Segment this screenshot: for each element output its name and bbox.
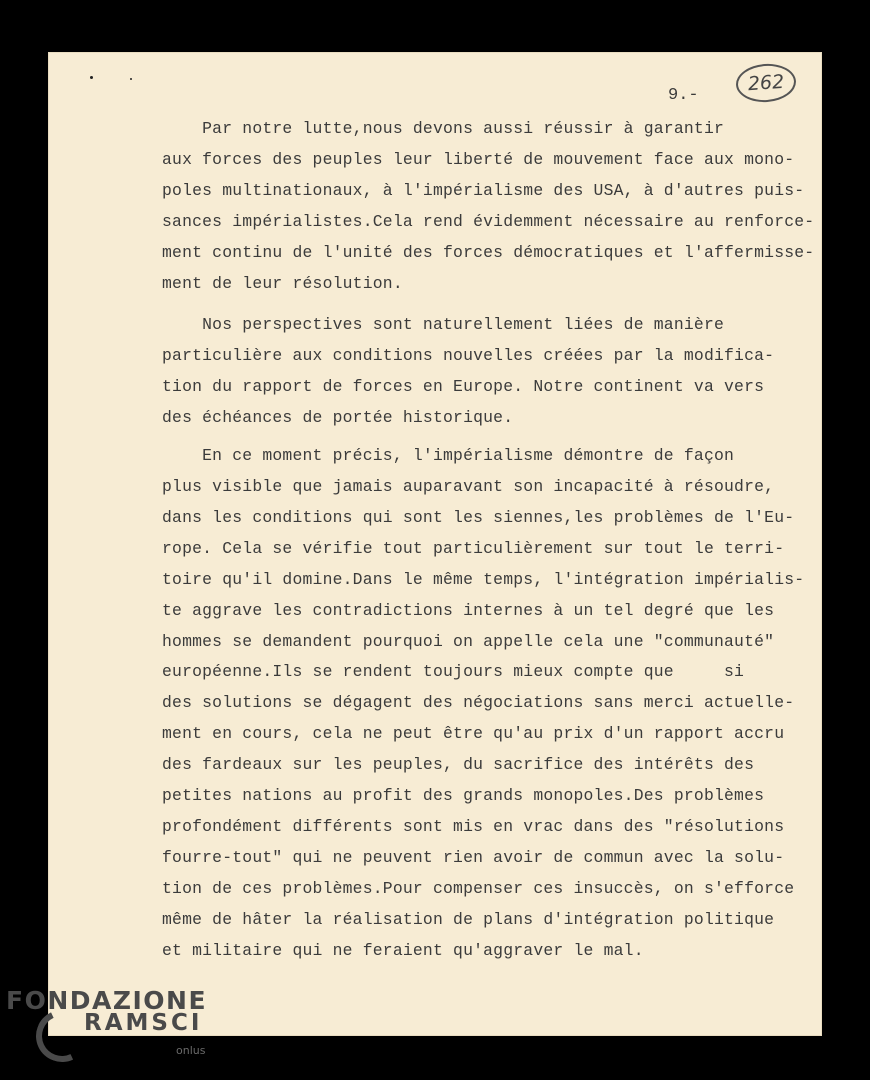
watermark-line2: RAMSCI — [84, 1010, 203, 1036]
text-line: petites nations au profit des grands monopoles.Des problèmes — [162, 786, 765, 806]
text-line: tion de ces problèmes.Pour compenser ces insuccès, on s'efforce — [162, 878, 795, 898]
text-line: rope. Cela se vérifie tout particulièrement sur tout le terri- — [162, 538, 785, 558]
paragraph-3 — [162, 441, 805, 966]
text-line: tion du rapport de forces en Europe. Notre continent va vers — [162, 377, 765, 397]
paper-speck — [90, 76, 93, 79]
text-line: ment de leur résolution. — [162, 273, 403, 293]
text-line: Par notre lutte,nous devons aussi réussir à garantir — [162, 119, 725, 138]
text-line: et militaire qui ne feraient qu'aggraver le mal. — [162, 940, 644, 960]
text-line: des fardeaux sur les peuples, du sacrifice des intérêts des — [162, 755, 755, 775]
text-line: aux forces des peuples leur liberté de mouvement face aux mono- — [162, 149, 795, 169]
text-line: sances impérialistes.Cela rend évidemment nécessaire au renforce- — [162, 211, 815, 231]
text-line: Nos perspectives sont naturellement liées de manière — [162, 315, 725, 335]
watermark-line1: FONDAZIONE — [6, 986, 208, 1015]
paragraph-1 — [162, 114, 815, 299]
text-line: des échéances de portée historique. — [162, 408, 514, 428]
text-line: fourre-tout" qui ne peuvent rien avoir de commun avec la solu- — [162, 847, 785, 867]
text-line: hommes se demandent pourquoi on appelle cela une "communauté" — [162, 631, 775, 651]
text-line: profondément différents sont mis en vrac dans des "résolutions — [162, 816, 785, 836]
text-line: même de hâter la réalisation de plans d'intégration politique — [162, 909, 775, 929]
document-page — [48, 52, 822, 1036]
text-line: toire qu'il domine.Dans le même temps, l'intégration impérialis- — [162, 569, 805, 589]
text-line: te aggrave les contradictions internes à un tel degré que les — [162, 600, 775, 620]
paper-speck — [130, 78, 132, 80]
watermark-sub: onlus — [176, 1044, 206, 1057]
folio-stamp — [735, 62, 798, 104]
typewritten-body — [162, 114, 815, 966]
text-line: des solutions se dégagent des négociations sans merci actuelle- — [162, 693, 795, 713]
text-line: En ce moment précis, l'impérialisme démontre de façon — [162, 446, 735, 466]
text-line: européenne.Ils se rendent toujours mieux compte que si — [162, 662, 745, 682]
page-number: 9.- — [668, 86, 699, 105]
text-line: particulière aux conditions nouvelles créées par la modifica- — [162, 346, 775, 366]
text-line: poles multinationaux, à l'impérialisme des USA, à d'autres puis- — [162, 180, 805, 200]
text-line: dans les conditions qui sont les siennes,les problèmes de l'Eu- — [162, 507, 795, 527]
text-line: ment en cours, cela ne peut être qu'au prix d'un rapport accru — [162, 724, 785, 744]
text-line: ment continu de l'unité des forces démocratiques et l'affermisse- — [162, 242, 815, 262]
folio-number: 262 — [747, 70, 785, 96]
text-line: plus visible que jamais auparavant son incapacité à résoudre, — [162, 476, 775, 496]
paragraph-2 — [162, 310, 782, 434]
